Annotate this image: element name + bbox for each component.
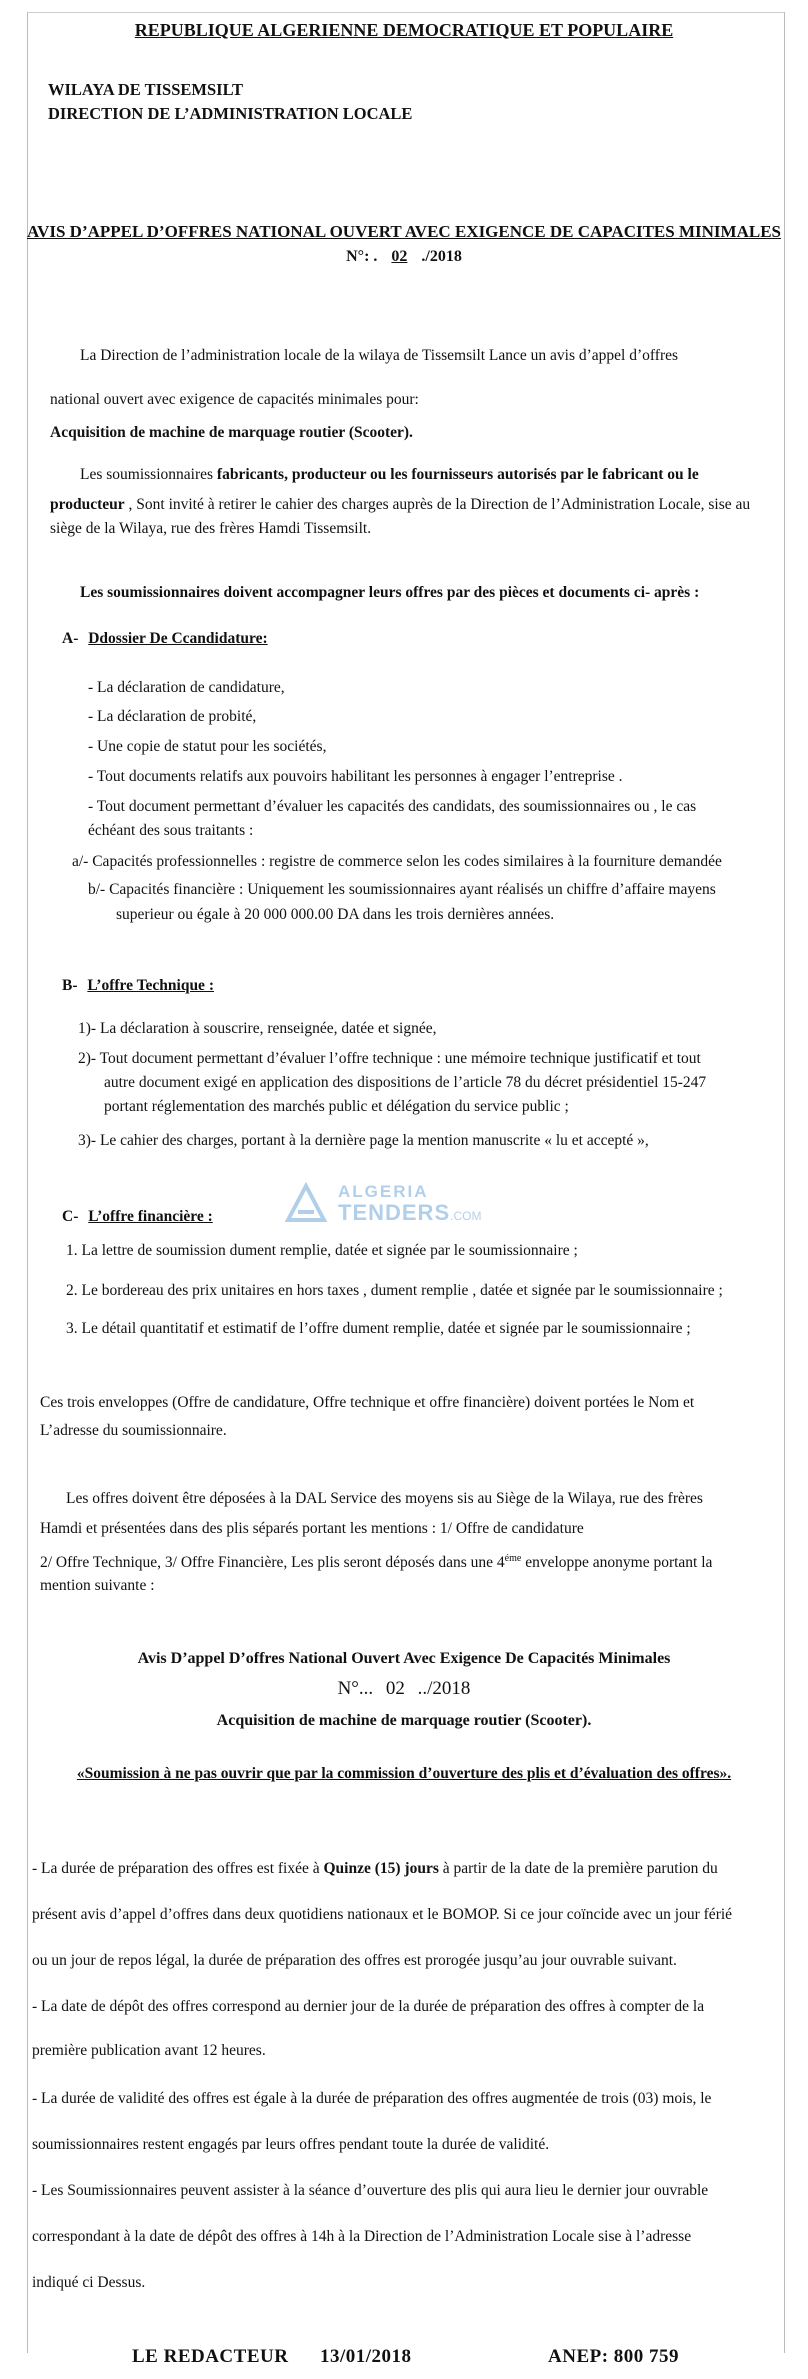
section-a-item: - Une copie de statut pour les sociétés,: [88, 738, 327, 755]
bidders-text-2: , Sont invité à retirer le cahier des charges auprès de la Direction de l’Administration Locale, sise au: [124, 496, 751, 513]
mention-notice: «Soumission à ne pas ouvrir que par la commission d’ouverture des plis et d’évaluation des offres».: [76, 1765, 732, 1782]
section-a-item: échéant des sous traitants :: [88, 822, 254, 839]
section-c-heading: [62, 1206, 213, 1228]
section-b-item: 1)- La déclaration à souscrire, renseignée, datée et signée,: [78, 1020, 437, 1037]
section-b-heading: [62, 975, 214, 997]
conditions-line-5: première publication avant 12 heures.: [32, 2042, 266, 2059]
watermark-logo-icon: [282, 1182, 330, 1226]
envelopes-line-1: Ces trois enveloppes (Offre de candidature, Offre technique et offre financière) doivent portées le Nom et: [40, 1394, 695, 1411]
deposit-superscript: éme: [504, 1553, 522, 1564]
intro-object: Acquisition de machine de marquage routier (Scooter).: [50, 424, 413, 441]
conditions-line-7: soumissionnaires restent engagés par leurs offres pendant toute la durée de validité.: [32, 2136, 550, 2153]
section-a-item: - La déclaration de probité,: [88, 708, 257, 725]
notice-title: AVIS D’APPEL D’OFFRES NATIONAL OUVERT AVEC EXIGENCE DE CAPACITES MINIMALES: [27, 222, 781, 241]
bidders-line-2: [50, 494, 750, 516]
conditions-line-2: présent avis d’appel d’offres dans deux quotidiens nationaux et le BOMOP. Si ce jour coïncide avec un jour férié: [32, 1906, 733, 1923]
number-value: 02: [391, 248, 408, 265]
deposit-text: 2/ Offre Technique, 3/ Offre Financière, Les plis seront déposés dans une 4: [40, 1554, 505, 1572]
wilaya-heading: WILAYA DE TISSEMSILT: [48, 80, 244, 99]
section-a-item: - Tout documents relatifs aux pouvoirs habilitant les personnes à engager l’entreprise .: [88, 768, 623, 785]
bidders-line-1: [80, 464, 699, 486]
section-c-item: 1. La lettre de soumission dument remplie, datée et signée par le soumissionnaire ;: [66, 1242, 578, 1259]
conditions-text: - La durée de préparation des offres est fixée à: [32, 1860, 324, 1877]
section-a-title: Ddossier De Ccandidature:: [88, 630, 268, 647]
section-c-title: L’offre financière :: [88, 1208, 213, 1225]
footer-redacteur: LE REDACTEUR: [132, 2346, 289, 2367]
section-a-item: b/- Capacités financière : Uniquement les soumissionnaires ayant réalisés un chiffre d’affaire mayens: [88, 881, 716, 898]
mention-number-suffix: ../2018: [417, 1678, 471, 1699]
section-a-item: - La déclaration de candidature,: [88, 679, 285, 696]
watermark-brand: ALGERIA: [338, 1182, 429, 1201]
number-suffix: ./2018: [421, 248, 462, 265]
deposit-text-2: enveloppe anonyme portant la: [521, 1554, 713, 1572]
footer-date: 13/01/2018: [320, 2346, 412, 2367]
direction-heading: DIRECTION DE L’ADMINISTRATION LOCALE: [48, 104, 413, 123]
section-c-item: 2. Le bordereau des prix unitaires en hors taxes , dument remplie , datée et signée par le soumissionnaire ;: [66, 1282, 723, 1299]
conditions-text-2: à partir de la date de la première parution du: [438, 1860, 718, 1877]
conditions-line-6: - La durée de validité des offres est égale à la durée de préparation des offres augmentée de trois (03) mois, le: [32, 2090, 712, 2107]
section-a-heading: [62, 628, 268, 650]
section-a-item: superieur ou égale à 20 000 000.00 DA dans les trois dernières années.: [116, 906, 555, 923]
section-b-item: 2)- Tout document permettant d’évaluer l’offre technique : une mémoire technique justificatif et tout: [78, 1050, 701, 1067]
section-b-item: portant réglementation des marchés public et délégation du service public ;: [104, 1098, 569, 1115]
watermark-name: [338, 1200, 481, 1226]
algeria-tenders-watermark: [282, 1182, 542, 1226]
conditions-line-1: [32, 1858, 718, 1880]
section-a-letter: A-: [62, 630, 79, 647]
deposit-line-1: Les offres doivent être déposées à la DAL Service des moyens sis au Siège de la Wilaya, rue des frères: [66, 1490, 703, 1507]
deposit-line-2: Hamdi et présentées dans des plis séparés portant les mentions : 1/ Offre de candidature: [40, 1520, 584, 1537]
section-a-item: a/- Capacités professionnelles : registre de commerce selon les codes similaires à la fourniture demandée: [72, 853, 722, 870]
footer-anep: ANEP: 800 759: [548, 2346, 680, 2367]
conditions-line-8: - Les Soumissionnaires peuvent assister à la séance d’ouverture des plis qui aura lieu le dernier jour ouvrable: [32, 2182, 709, 2199]
section-c-item: 3. Le détail quantitatif et estimatif de l’offre dument remplie, datée et signée par le soumissionnaire ;: [66, 1320, 691, 1337]
mention-object: Acquisition de machine de marquage routier (Scooter).: [216, 1712, 592, 1729]
conditions-line-3: ou un jour de repos légal, la durée de préparation des offres est prorogée jusqu’au jour ouvrable suivant.: [32, 1952, 677, 1969]
section-b-item: 3)- Le cahier des charges, portant à la dernière page la mention manuscrite « lu et accepté »,: [78, 1132, 649, 1149]
mention-number-value: 02: [385, 1678, 405, 1699]
section-a-item: - Tout document permettant d’évaluer les capacités des candidats, des soumissionnaires ou , le cas: [88, 798, 697, 815]
deposit-line-3: [40, 1548, 712, 1574]
watermark-domain: .COM: [450, 1209, 482, 1223]
intro-line-2: national ouvert avec exigence de capacités minimales pour:: [50, 391, 419, 408]
watermark-name-text: TENDERS: [338, 1200, 451, 1225]
envelopes-line-2: L’adresse du soumissionnaire.: [40, 1422, 227, 1439]
section-b-letter: B-: [62, 977, 78, 994]
mention-number-prefix: N°...: [337, 1678, 374, 1699]
bidders-line-3: siège de la Wilaya, rue des frères Hamdi Tissemsilt.: [50, 520, 372, 537]
bidders-bold: fabricants, producteur ou les fournisseurs autorisés par le fabricant ou le: [216, 466, 699, 483]
number-prefix: N°: .: [346, 248, 378, 265]
notice-number: [0, 248, 808, 266]
bidders-bold-2: producteur: [50, 496, 125, 513]
bidders-text: Les soumissionnaires: [80, 466, 217, 483]
conditions-line-10: indiqué ci Dessus.: [32, 2274, 146, 2291]
mention-title: Avis D’appel D’offres National Ouvert Avec Exigence De Capacités Minimales: [137, 1650, 671, 1667]
section-b-title: L’offre Technique :: [87, 977, 214, 994]
documents-heading: Les soumissionnaires doivent accompagner leurs offres par des pièces et documents ci- après :: [80, 584, 700, 601]
deposit-line-4: mention suivante :: [40, 1577, 155, 1594]
republic-heading: REPUBLIQUE ALGERIENNE DEMOCRATIQUE ET POPULAIRE: [134, 20, 674, 40]
section-b-item: autre document exigé en application des dispositions de l’article 78 du décret présidentiel 15-247: [104, 1074, 707, 1091]
conditions-bold: Quinze (15) jours: [323, 1860, 439, 1877]
conditions-line-9: correspondant à la date de dépôt des offres à 14h à la Direction de l’Administration Locale sise à l’adresse: [32, 2228, 692, 2245]
intro-line-1: La Direction de l’administration locale de la wilaya de Tissemsilt Lance un avis d’appel d’offres: [80, 347, 679, 364]
mention-number: [0, 1678, 808, 1700]
conditions-line-4: - La date de dépôt des offres correspond au dernier jour de la durée de préparation des offres à compter de la: [32, 1998, 705, 2015]
section-c-letter: C-: [62, 1208, 79, 1225]
